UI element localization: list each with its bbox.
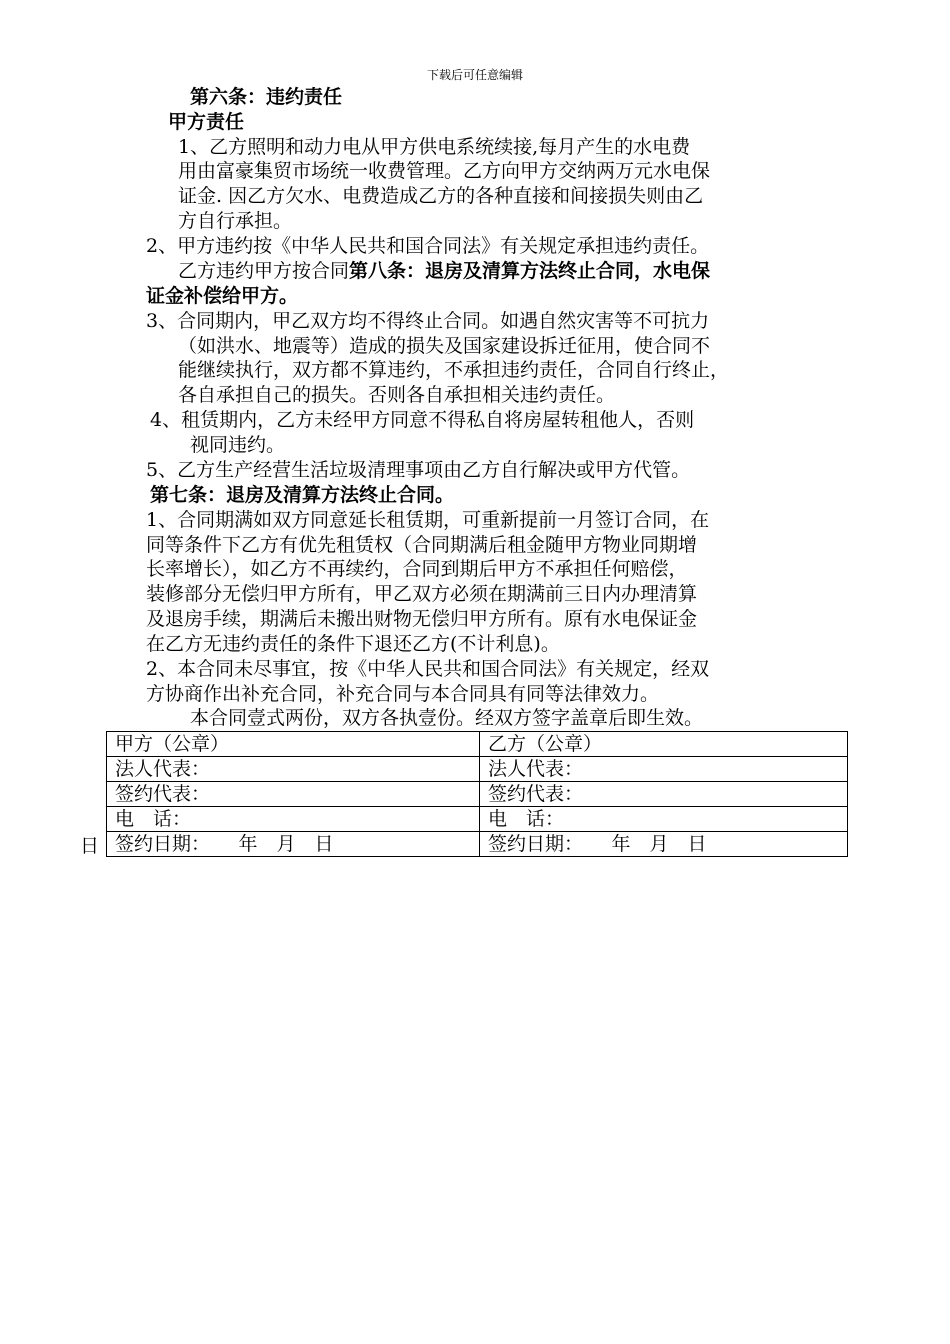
text-line: 2、甲方违约按《中华人民共和国合同法》有关规定承担违约责任。 [146,235,710,257]
article-6-heading: 第六条：违约责任 [190,86,343,108]
party-b-seal-cell: 乙方（公章） [480,732,848,757]
party-a-signing-rep-cell: 签约代表： [107,782,480,807]
party-b-phone-cell: 电 话： [480,807,848,832]
party-a-phone-cell: 电 话： [107,807,480,832]
text-line: 长率增长），如乙方不再续约，合同到期后甲方不承担任何赔偿， [146,558,688,580]
text-line: 1、乙方照明和动力电从甲方供电系统续接,每月产生的水电费 [178,136,691,158]
text-line: 本合同壹式两份，双方各执壹份。经双方签字盖章后即生效。 [190,707,704,729]
table-row [107,732,848,757]
text-line: 及退房手续，期满后未搬出财物无偿归甲方所有。原有水电保证金 [146,608,698,630]
text-span: 乙方违约甲方按合同 [178,260,350,282]
text-line: 2、本合同未尽事宜，按《中华人民共和国合同法》有关规定，经双 [146,658,710,680]
party-a-seal-cell: 甲方（公章） [107,732,480,757]
article-8-reference: 第八条：退房及清算方法终止合同，水电保 [349,260,711,282]
header-note: 下载后可任意编辑 [426,68,523,82]
text-line: 证金补偿给甲方。 [146,285,299,307]
text-line: （如洪水、地震等）造成的损失及国家建设拆迁征用，使合同不 [178,335,711,357]
text-line: 视同违约。 [190,434,286,456]
text-line: 3、合同期内，甲乙双方均不得终止合同。如遇自然灾害等不可抗力 [146,310,710,332]
text-line: 1、合同期满如双方同意延长租赁期，可重新提前一月签订合同，在 [146,509,710,531]
table-row [107,757,848,782]
text-line: 装修部分无偿归甲方所有，甲乙双方必须在期满前三日内办理清算 [146,583,698,605]
signature-table [106,731,848,857]
table-row [107,782,848,807]
party-a-liability-heading: 甲方责任 [168,111,245,133]
text-line: 方协商作出补充合同，补充合同与本合同具有同等法律效力。 [146,683,660,705]
text-line: 能继续执行，双方都不算违约，不承担违约责任，合同自行终止， [178,359,730,381]
text-line: 方自行承担。 [178,210,293,232]
text-line: 各自承担自己的损失。否则各自承担相关违约责任。 [178,384,616,406]
party-b-signing-rep-cell: 签约代表： [480,782,848,807]
table-row [107,807,848,832]
party-a-date-cell: 签约日期： 年 月 日 [107,832,480,857]
text-line [178,259,710,283]
text-line: 4、租赁期内，乙方未经甲方同意不得私自将房屋转租他人，否则 [150,409,695,431]
stray-character: 日 [80,835,100,857]
text-line: 证金. 因乙方欠水、电费造成乙方的各种直接和间接损失则由乙 [178,185,704,207]
party-a-legal-rep-cell: 法人代表： [107,757,480,782]
article-7-heading: 第七条：退房及清算方法终止合同。 [150,484,455,506]
party-b-legal-rep-cell: 法人代表： [480,757,848,782]
text-line: 同等条件下乙方有优先租赁权（合同期满后租金随甲方物业同期增 [146,534,698,556]
text-line: 用由富豪集贸市场统一收费管理。乙方向甲方交纳两万元水电保 [178,160,711,182]
text-line: 5、乙方生产经营生活垃圾清理事项由乙方自行解决或甲方代管。 [146,459,691,481]
text-line: 在乙方无违约责任的条件下退还乙方(不计利息)。 [146,633,560,655]
party-b-date-cell: 签约日期： 年 月 日 [480,832,848,857]
table-row [107,832,848,857]
